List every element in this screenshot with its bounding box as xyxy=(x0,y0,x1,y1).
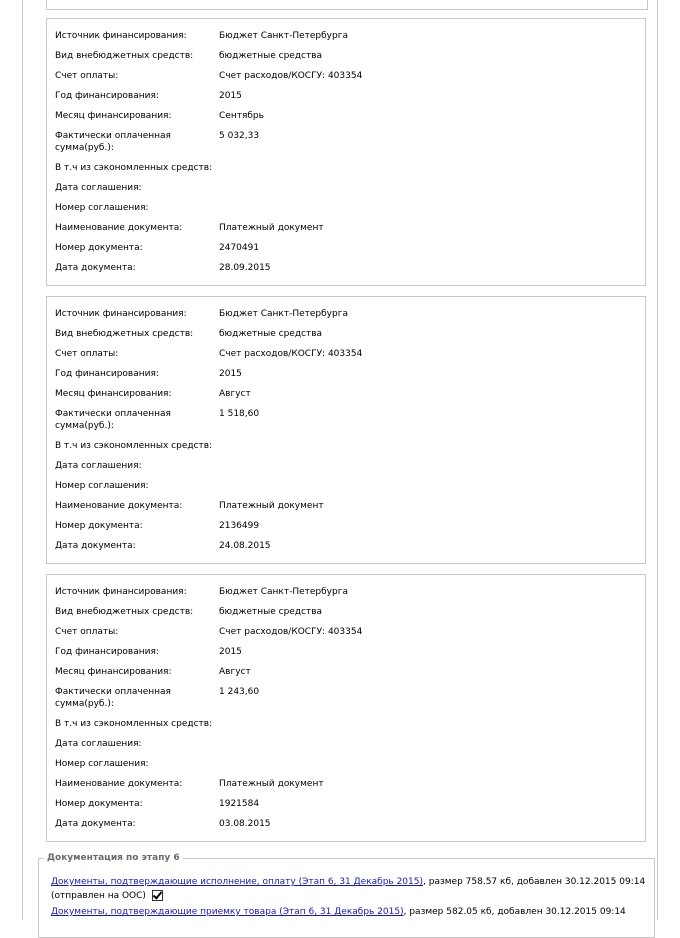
field-value: Август xyxy=(219,667,251,677)
field-source xyxy=(55,586,637,604)
field-value: Счет расходов/КОСГУ: 403354 xyxy=(219,349,363,359)
document-link[interactable]: Документы, подтверждающие исполнение, оплату (Этап 6, 31 Декабрь 2015) xyxy=(51,877,424,887)
field-label: Номер документа: xyxy=(55,243,143,253)
field-label: Источник финансирования: xyxy=(55,309,187,319)
field-label: В т.ч из сэкономленных средств: xyxy=(55,441,213,451)
field-value: 1 243,60 xyxy=(219,687,260,697)
field-type xyxy=(55,606,637,624)
document-status xyxy=(51,889,163,903)
page-border-left xyxy=(22,0,23,920)
field-value: 2015 xyxy=(219,91,242,101)
field-label: Счет оплаты: xyxy=(55,349,119,359)
document-meta: , размер 758.57 кб, добавлен 30.12.2015 09:14 xyxy=(423,877,646,887)
field-value: Август xyxy=(219,389,251,399)
field-label: Номер соглашения: xyxy=(55,481,149,491)
field-label: Год финансирования: xyxy=(55,369,159,379)
sent-checkbox[interactable] xyxy=(152,890,163,901)
field-agreement-number xyxy=(55,758,637,776)
field-month xyxy=(55,666,637,684)
field-value: Бюджет Санкт-Петербурга xyxy=(219,587,348,597)
field-label: Фактически оплаченная сумма(руб.): xyxy=(55,687,171,709)
field-label: Источник финансирования: xyxy=(55,587,187,597)
payment-card xyxy=(46,574,646,842)
field-value: 2015 xyxy=(219,647,242,657)
field-value: 03.08.2015 xyxy=(219,819,271,829)
field-label: Дата соглашения: xyxy=(55,739,142,749)
field-saved xyxy=(55,718,637,736)
field-label: Номер документа: xyxy=(55,799,143,809)
field-label: Дата соглашения: xyxy=(55,461,142,471)
field-year xyxy=(55,90,637,108)
field-value: Бюджет Санкт-Петербурга xyxy=(219,309,348,319)
field-label: Дата документа: xyxy=(55,541,136,551)
field-label: Наименование документа: xyxy=(55,501,183,511)
field-label: Фактически оплаченная сумма(руб.): xyxy=(55,409,171,431)
page-border-right xyxy=(657,0,658,920)
field-value: 5 032,33 xyxy=(219,131,260,141)
payment-card xyxy=(46,18,646,286)
field-label: Вид внебюджетных средств: xyxy=(55,329,194,339)
field-doc-number xyxy=(55,242,637,260)
field-value: Счет расходов/КОСГУ: 403354 xyxy=(219,627,363,637)
field-label: Месяц финансирования: xyxy=(55,667,172,677)
field-paid xyxy=(55,686,637,712)
documentation-section xyxy=(38,853,655,938)
field-saved xyxy=(55,162,637,180)
field-value: Сентябрь xyxy=(219,111,264,121)
field-source xyxy=(55,308,637,326)
payment-card xyxy=(46,296,646,564)
field-agreement-date xyxy=(55,460,637,478)
field-doc-date xyxy=(55,540,637,558)
field-label: Номер соглашения: xyxy=(55,203,149,213)
field-label: В т.ч из сэкономленных средств: xyxy=(55,719,213,729)
field-doc-number xyxy=(55,520,637,538)
field-value: 2470491 xyxy=(219,243,260,253)
field-value: Платежный документ xyxy=(219,501,324,511)
document-meta: , размер 582.05 кб, добавлен 30.12.2015 09:14 xyxy=(403,907,626,917)
field-label: Год финансирования: xyxy=(55,647,159,657)
field-label: В т.ч из сэкономленных средств: xyxy=(55,163,213,173)
field-value: 1 518,60 xyxy=(219,409,260,419)
field-label: Месяц финансирования: xyxy=(55,389,172,399)
document-status-text: (отправлен на ООС) xyxy=(51,891,146,901)
field-value: бюджетные средства xyxy=(219,607,323,617)
field-label: Месяц финансирования: xyxy=(55,111,172,121)
field-label: Наименование документа: xyxy=(55,223,183,233)
field-paid xyxy=(55,130,637,156)
field-agreement-date xyxy=(55,182,637,200)
field-value: Платежный документ xyxy=(219,223,324,233)
field-type xyxy=(55,328,637,346)
field-month xyxy=(55,388,637,406)
field-paid xyxy=(55,408,637,434)
field-label: Вид внебюджетных средств: xyxy=(55,51,194,61)
field-account xyxy=(55,626,637,644)
field-label: Дата документа: xyxy=(55,263,136,273)
field-value: бюджетные средства xyxy=(219,51,323,61)
previous-payment-card xyxy=(46,0,648,10)
document-link[interactable]: Документы, подтверждающие приемку товара (Этап 6, 31 Декабрь 2015) xyxy=(51,907,404,917)
field-doc-name xyxy=(55,222,637,240)
documentation-legend: Документация по этапу 6 xyxy=(44,852,183,864)
field-label: Дата соглашения: xyxy=(55,183,142,193)
field-label: Год финансирования: xyxy=(55,91,159,101)
field-value: 24.08.2015 xyxy=(219,541,271,551)
field-value: 1921584 xyxy=(219,799,260,809)
field-doc-name xyxy=(55,778,637,796)
field-label: Источник финансирования: xyxy=(55,31,187,41)
field-value: Счет расходов/КОСГУ: 403354 xyxy=(219,71,363,81)
field-year xyxy=(55,368,637,386)
field-agreement-number xyxy=(55,202,637,220)
field-label: Номер соглашения: xyxy=(55,759,149,769)
field-label: Счет оплаты: xyxy=(55,71,119,81)
field-label: Вид внебюджетных средств: xyxy=(55,607,194,617)
field-account xyxy=(55,70,637,88)
field-value: бюджетные средства xyxy=(219,329,323,339)
field-value: 2015 xyxy=(219,369,242,379)
field-value: Бюджет Санкт-Петербурга xyxy=(219,31,348,41)
field-label: Номер документа: xyxy=(55,521,143,531)
field-type xyxy=(55,50,637,68)
field-doc-date xyxy=(55,818,637,836)
field-doc-date xyxy=(55,262,637,280)
checkmark-icon xyxy=(153,889,163,899)
field-doc-name xyxy=(55,500,637,518)
field-agreement-date xyxy=(55,738,637,756)
field-year xyxy=(55,646,637,664)
field-month xyxy=(55,110,637,128)
field-source xyxy=(55,30,637,48)
field-value: Платежный документ xyxy=(219,779,324,789)
field-agreement-number xyxy=(55,480,637,498)
field-value: 2136499 xyxy=(219,521,260,531)
field-saved xyxy=(55,440,637,458)
field-label: Счет оплаты: xyxy=(55,627,119,637)
document-item xyxy=(51,905,626,919)
field-label: Наименование документа: xyxy=(55,779,183,789)
field-doc-number xyxy=(55,798,637,816)
field-account xyxy=(55,348,637,366)
field-label: Дата документа: xyxy=(55,819,136,829)
field-value: 28.09.2015 xyxy=(219,263,271,273)
field-label: Фактически оплаченная сумма(руб.): xyxy=(55,131,171,153)
document-item xyxy=(51,875,645,889)
